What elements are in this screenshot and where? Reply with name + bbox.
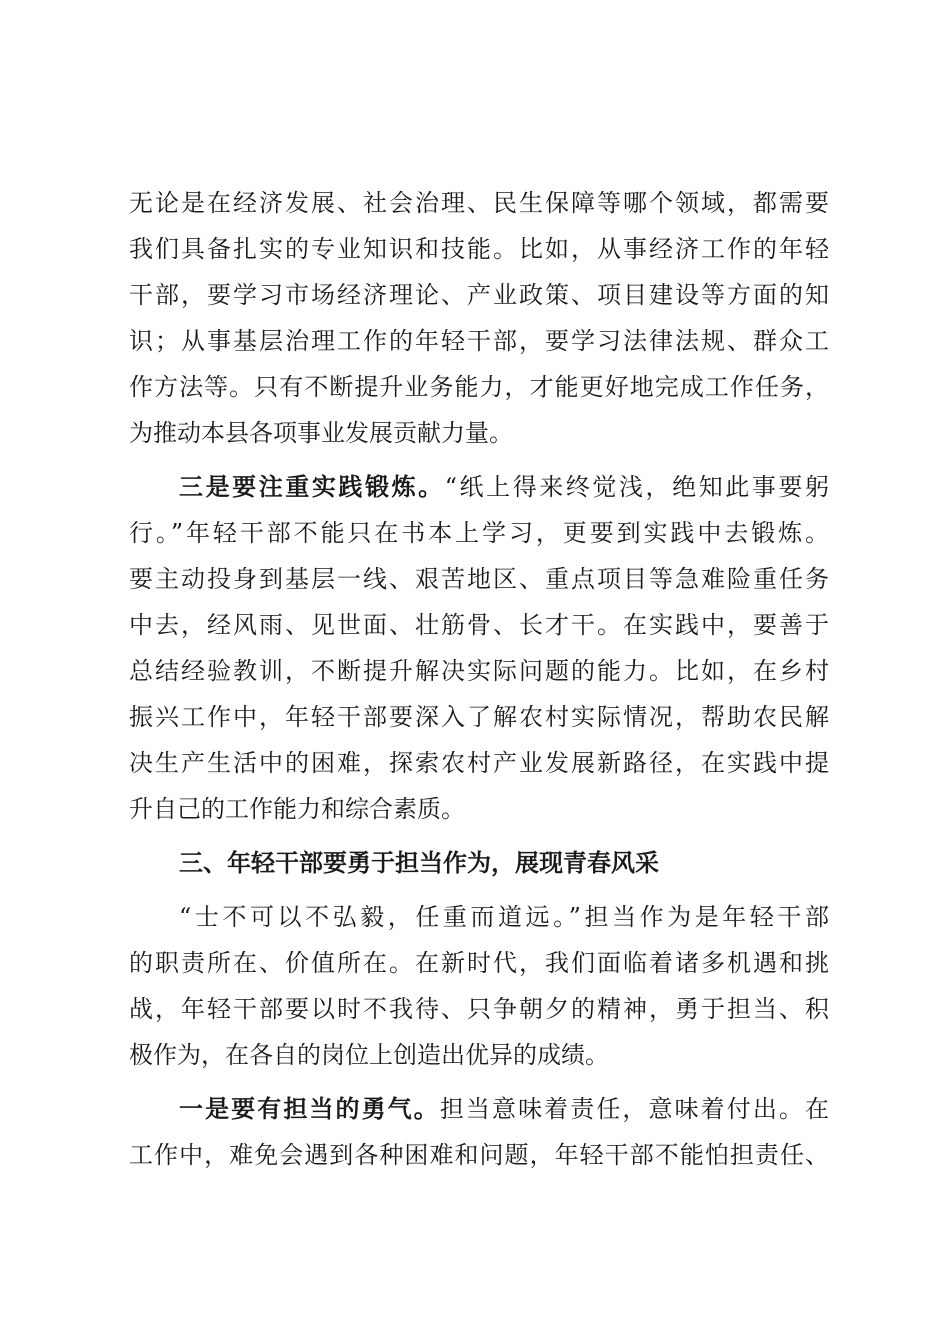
text-line: “士不可以不弘毅，任重而道远。”担当作为是年轻干部 bbox=[179, 903, 829, 931]
text-line: 总结经验教训，不断提升解决实际问题的能力。比如，在乡村 bbox=[129, 657, 829, 685]
text-line: 极作为，在各自的岗位上创造出优异的成绩。 bbox=[129, 1041, 609, 1069]
text-line: 干部，要学习市场经济理论、产业政策、项目建设等方面的知 bbox=[129, 281, 829, 309]
text-line: 的职责所在、价值所在。在新时代，我们面临着诸多机遇和挑 bbox=[129, 949, 829, 977]
paragraph-gap bbox=[129, 832, 829, 840]
document-body bbox=[129, 180, 829, 1178]
paragraph-lead: 一是要有担当的勇气。 bbox=[179, 1094, 440, 1123]
text-line: 无论是在经济发展、社会治理、民生保障等哪个领域，都需要 bbox=[129, 189, 829, 217]
paragraph-gap bbox=[129, 886, 829, 894]
paragraph bbox=[129, 464, 829, 832]
text-line: 作方法等。只有不断提升业务能力，才能更好地完成工作任务， bbox=[129, 373, 829, 401]
text-line: 行。”年轻干部不能只在书本上学习，更要到实践中去锻炼。 bbox=[129, 519, 829, 547]
paragraph-lead: 三是要注重实践锻炼。 bbox=[179, 472, 445, 501]
text-span: “纸上得来终觉浅，绝知此事要躬 bbox=[444, 473, 829, 501]
paragraph bbox=[129, 894, 829, 1078]
paragraph-gap bbox=[129, 1078, 829, 1086]
text-line: 决生产生活中的困难，探索农村产业发展新路径，在实践中提 bbox=[129, 749, 829, 777]
text-span: 担当意味着责任，意味着付出。在 bbox=[439, 1095, 830, 1123]
text-line: 工作中，难免会遇到各种困难和问题，年轻干部不能怕担责任、 bbox=[129, 1141, 829, 1169]
paragraph bbox=[129, 1086, 829, 1178]
text-line bbox=[129, 464, 829, 510]
text-line: 中去，经风雨、见世面、壮筋骨、长才干。在实践中，要善于 bbox=[129, 611, 829, 639]
section-heading: 三、年轻干部要勇于担当作为，展现青春风采 bbox=[179, 848, 659, 877]
text-line: 振兴工作中，年轻干部要深入了解农村实际情况，帮助农民解 bbox=[129, 703, 829, 731]
text-line: 升自己的工作能力和综合素质。 bbox=[129, 795, 465, 823]
text-line: 识；从事基层治理工作的年轻干部，要学习法律法规、群众工 bbox=[129, 327, 829, 355]
text-line: 要主动投身到基层一线、艰苦地区、重点项目等急难险重任务 bbox=[129, 565, 829, 593]
text-line bbox=[129, 1086, 829, 1132]
text-line: 我们具备扎实的专业知识和技能。比如，从事经济工作的年轻 bbox=[129, 235, 829, 263]
paragraph bbox=[129, 180, 829, 456]
text-line: 为推动本县各项事业发展贡献力量。 bbox=[129, 419, 513, 447]
text-line: 战，年轻干部要以时不我待、只争朝夕的精神，勇于担当、积 bbox=[129, 995, 829, 1023]
paragraph-gap bbox=[129, 456, 829, 464]
